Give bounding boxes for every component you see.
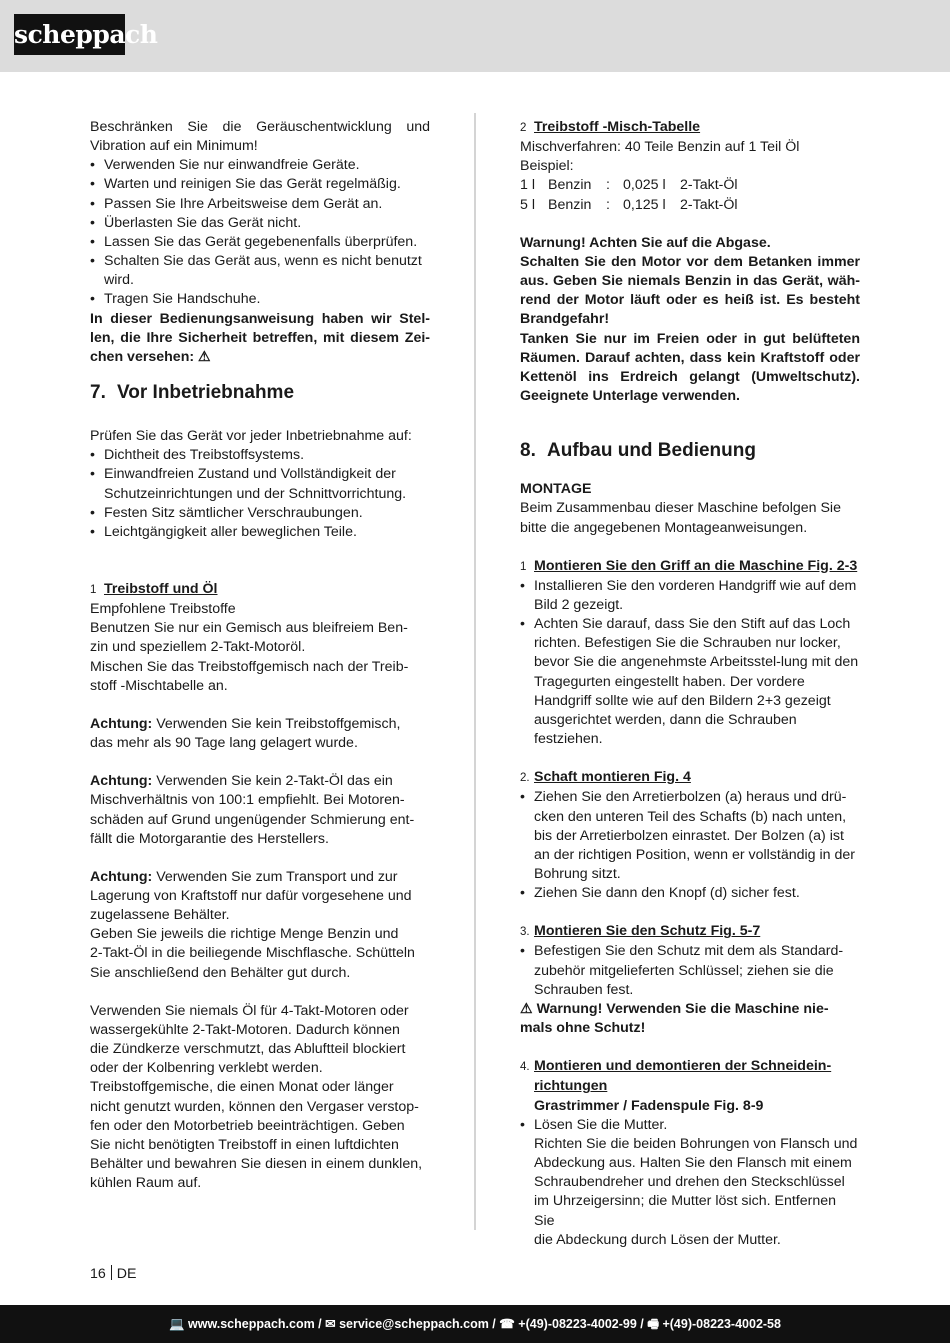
- exhaust-warning-line: Tanken Sie nur im Freien oder in gut belüfteten: [520, 330, 860, 347]
- attention-3-line: 2-Takt-Öl in die beiliegende Mischflasche. Schütteln: [90, 945, 415, 962]
- noise-tips-list: [90, 156, 430, 309]
- oil-warning-line: fen oder den Motorbetrieb beeinträchtigen. Geben: [90, 1117, 405, 1134]
- list-item: • Ziehen Sie dann den Knopf (d) sicher fest.: [520, 884, 860, 903]
- attention-2: Achtung: Verwenden Sie kein 2-Takt-Öl das ein: [90, 773, 393, 790]
- mix-title: Treibstoff -Misch-Tabelle: [534, 119, 701, 135]
- step-2-number: 2.: [520, 772, 530, 785]
- step-3-title: Montieren Sie den Schutz Fig. 5-7: [534, 923, 761, 940]
- step-1-heading: [520, 557, 860, 577]
- header-bar: [0, 0, 950, 72]
- oil-warning-line: wassergekühlte 2-Takt-Motoren. Dadurch können: [90, 1021, 400, 1038]
- attention-label: Achtung:: [90, 715, 153, 732]
- list-item: • Leichtgängigkeit aller beweglichen Teile.: [90, 523, 430, 542]
- safety-note-line-1: In dieser Bedienungsanweisung haben wir Stel-: [90, 310, 430, 327]
- list-item: • Festen Sitz sämtlicher Verschraubungen.: [90, 504, 430, 523]
- mix-example: Beispiel:: [520, 158, 574, 175]
- section-7-number: 7.: [90, 382, 106, 404]
- oil-warning-line: Behälter und bewahren Sie diesen in einem dunklen,: [90, 1156, 423, 1173]
- step-3-list: [520, 942, 860, 999]
- montage-label: MONTAGE: [520, 481, 592, 498]
- list-item: • Warten und reinigen Sie das Gerät regelmäßig.: [90, 175, 430, 194]
- step-1-title: Montieren Sie den Griff an die Maschine Fig. 2-3: [534, 557, 858, 574]
- step-4-line: im Uhrzeigersinn; die Mutter löst sich. Entfernen Sie: [534, 1193, 837, 1229]
- step-2-title: Schaft montieren Fig. 4: [534, 769, 691, 786]
- check-list: [90, 446, 430, 542]
- fuel-line: Empfohlene Treibstoffe: [90, 601, 236, 618]
- step-4-line: die Abdeckung durch Lösen der Mutter.: [534, 1231, 781, 1248]
- list-item: • Lösen Sie die Mutter.: [520, 1116, 860, 1135]
- right-column: [520, 118, 860, 1250]
- attention-3: Achtung: Verwenden Sie zum Transport und zur: [90, 868, 398, 885]
- step-4-title-2: richtungen: [534, 1078, 608, 1095]
- attention-1-line: das mehr als 90 Tage lang gelagert wurde.: [90, 735, 358, 752]
- safety-note-line-2: len, die Ihre Sicherheit betreffen, mit diesem Zei-: [90, 329, 430, 346]
- exhaust-warning-line: Brandgefahr!: [520, 311, 610, 328]
- fuel-line: zin und speziellem 2-Takt-Motoröl.: [90, 639, 306, 656]
- section-7-title: Vor Inbetriebnahme: [117, 382, 295, 404]
- fuel-number: 1: [90, 583, 97, 596]
- attention-3-line: Sie anschließend den Behälter gut durch.: [90, 964, 351, 981]
- section-8-number: 8.: [520, 440, 536, 462]
- scheppach-logo: scheppach: [14, 14, 125, 55]
- oil-warning-line: oder der Kolbenring verklebt werden.: [90, 1060, 323, 1077]
- step-4-subtitle: Grastrimmer / Fadenspule Fig. 8-9: [534, 1097, 764, 1114]
- mix-method: Mischverfahren: 40 Teile Benzin auf 1 Teil Öl: [520, 139, 800, 156]
- check-intro: Prüfen Sie das Gerät vor jeder Inbetriebnahme auf:: [90, 428, 412, 445]
- attention-2-line: fällt die Motorgarantie des Herstellers.: [90, 830, 329, 847]
- exhaust-warning-line: aus. Geben Sie niemals Benzin in das Gerät, wäh-: [520, 273, 860, 290]
- list-item: • Passen Sie Ihre Arbeitsweise dem Gerät an.: [90, 195, 430, 214]
- exhaust-warning-line: Geeignete Unterlage verwenden.: [520, 388, 740, 405]
- oil-warning-line: Verwenden Sie niemals Öl für 4-Takt-Motoren oder: [90, 1002, 409, 1019]
- guard-warning-line-2: mals ohne Schutz!: [520, 1020, 646, 1037]
- montage-line: Beim Zusammenbau dieser Maschine befolgen Sie: [520, 500, 841, 517]
- step-4-list: [520, 1116, 860, 1135]
- step-1-number: 1: [520, 560, 527, 573]
- list-item: • Achten Sie darauf, dass Sie den Stift auf das Loch richten. Befestigen Sie die Schrauben nur locker, bevor Sie die angenehmste Arbeitsstel-lung mit den Tragegurten eingestellt haben. Der vordere Handgriff sollte wie auf den Bildern 2+3 gezeigt ausgerichtet werden, dann die Schrauben festziehen.: [520, 615, 860, 749]
- attention-3-line: Lagerung von Kraftstoff nur dafür vorgesehene und: [90, 888, 412, 904]
- intro-line-1: Beschränken Sie die Geräuschentwicklung und: [90, 119, 430, 135]
- step-4-line: Abdeckung aus. Halten Sie den Flansch mit einem: [534, 1155, 852, 1172]
- mix-row: 1 l Benzin : 0,025 l 2-Takt-Öl: [520, 177, 738, 194]
- fuel-line: Mischen Sie das Treibstoffgemisch nach der Treib-: [90, 658, 409, 675]
- attention-3-line: zugelassene Behälter.: [90, 907, 230, 924]
- fuel-line: Benutzen Sie nur ein Gemisch aus bleifreiem Ben-: [90, 620, 408, 637]
- attention-label: Achtung:: [90, 868, 153, 885]
- mix-number: 2: [520, 122, 527, 134]
- step-4-heading: [520, 1057, 860, 1077]
- section-8-heading: [520, 439, 860, 463]
- oil-warning-line: Sie nicht benötigten Treibstoff in einen luftdichten: [90, 1136, 399, 1153]
- attention-2-line: schäden auf Grund ungenügender Schmierung ent-: [90, 811, 415, 828]
- list-item: • Einwandfreien Zustand und Vollständigkeit der Schutzeinrichtungen und der Schnittvorrichtung.: [90, 465, 430, 503]
- page-number: 16: [90, 1266, 106, 1282]
- list-item: • Verwenden Sie nur einwandfreie Geräte.: [90, 156, 430, 175]
- step-3-number: 3.: [520, 926, 530, 939]
- list-item: • Lassen Sie das Gerät gegebenenfalls überprüfen.: [90, 233, 430, 252]
- list-item: • Dichtheit des Treibstoffsystems.: [90, 446, 430, 465]
- fuel-title: Treibstoff und Öl: [104, 580, 218, 597]
- list-item: • Installieren Sie den vorderen Handgriff wie auf dem Bild 2 gezeigt.: [520, 577, 860, 615]
- step-4-line: Richten Sie die beiden Bohrungen von Flansch und: [534, 1135, 858, 1152]
- oil-warning-line: Treibstoffgemische, die einen Monat oder länger: [90, 1079, 394, 1096]
- column-divider: [474, 113, 476, 1230]
- list-item: • Überlasten Sie das Gerät nicht.: [90, 214, 430, 233]
- list-item: • Ziehen Sie den Arretierbolzen (a) heraus und drü-cken den unteren Teil des Schafts (b) nach unten, bis der Arretierbolzen einrastet. Der Bolzen (a) ist an der richtigen Position, wenn er vollständig in der Bohrung sitzt.: [520, 788, 860, 884]
- exhaust-warning-line: Schalten Sie den Motor vor dem Betanken immer: [520, 253, 860, 270]
- left-column: [90, 118, 430, 1193]
- exhaust-warning-line: Kettenöl ins Erdreich gelangt (Umweltschutz).: [520, 368, 860, 385]
- step-3-heading: [520, 922, 860, 942]
- section-8-title: Aufbau und Bedienung: [547, 440, 756, 462]
- mix-heading: [520, 118, 860, 138]
- fuel-line: stoff -Mischtabelle an.: [90, 677, 228, 694]
- oil-warning-line: die Zündkerze verschmutzt, das Abluftteil blockiert: [90, 1041, 406, 1058]
- intro-line-2: Vibration auf ein Minimum!: [90, 138, 258, 155]
- attention-label: Achtung:: [90, 773, 153, 790]
- section-7-heading: [90, 381, 430, 405]
- step-2-list: [520, 788, 860, 903]
- attention-1: Achtung: Verwenden Sie kein Treibstoffgemisch,: [90, 715, 401, 732]
- list-item: • Befestigen Sie den Schutz mit dem als Standard-zubehör mitgelieferten Schlüssel; ziehen sie die Schrauben fest.: [520, 942, 860, 999]
- page-number-footer: [90, 1265, 137, 1284]
- exhaust-warning-line: Warnung! Achten Sie auf die Abgase.: [520, 234, 771, 251]
- contact-bar: 💻 www.scheppach.com / ✉ service@scheppach.com / ☎ +(49)-08223-4002-99 / 🖷 +(49)-08223-4002-58: [0, 1305, 950, 1343]
- safety-note-line-3: chen versehen: ⚠: [90, 348, 211, 365]
- attention-2-line: Mischverhältnis von 100:1 empfiehlt. Bei Motoren-: [90, 792, 405, 809]
- montage-line: bitte die angegebenen Montageanweisungen.: [520, 519, 808, 536]
- mix-row: 5 l Benzin : 0,125 l 2-Takt-Öl: [520, 196, 738, 213]
- oil-warning-line: kühlen Raum auf.: [90, 1175, 202, 1192]
- attention-3-line: Geben Sie jeweils die richtige Menge Benzin und: [90, 926, 399, 943]
- exhaust-warning-line: Räumen. Darauf achten, dass kein Kraftstoff oder: [520, 349, 860, 366]
- oil-warning-line: nicht genutzt wurden, können den Vergaser verstop-: [90, 1098, 419, 1115]
- list-item: • Tragen Sie Handschuhe.: [90, 290, 430, 309]
- step-4-number: 4.: [520, 1061, 530, 1074]
- guard-warning-line-1: ⚠ Warnung! Verwenden Sie die Maschine nie-: [520, 1000, 829, 1017]
- fuel-heading: [90, 580, 430, 600]
- step-4-line: Schraubendreher und drehen den Steckschlüssel: [534, 1174, 845, 1191]
- exhaust-warning-line: rend der Motor läuft oder es heiß ist. Es besteht: [520, 292, 860, 309]
- step-1-list: [520, 577, 860, 749]
- step-4-title-1: Montieren und demontieren der Schneidein-: [534, 1058, 832, 1075]
- language-code: DE: [116, 1266, 137, 1282]
- list-item: • Schalten Sie das Gerät aus, wenn es nicht benutzt wird.: [90, 252, 430, 290]
- step-2-heading: [520, 768, 860, 788]
